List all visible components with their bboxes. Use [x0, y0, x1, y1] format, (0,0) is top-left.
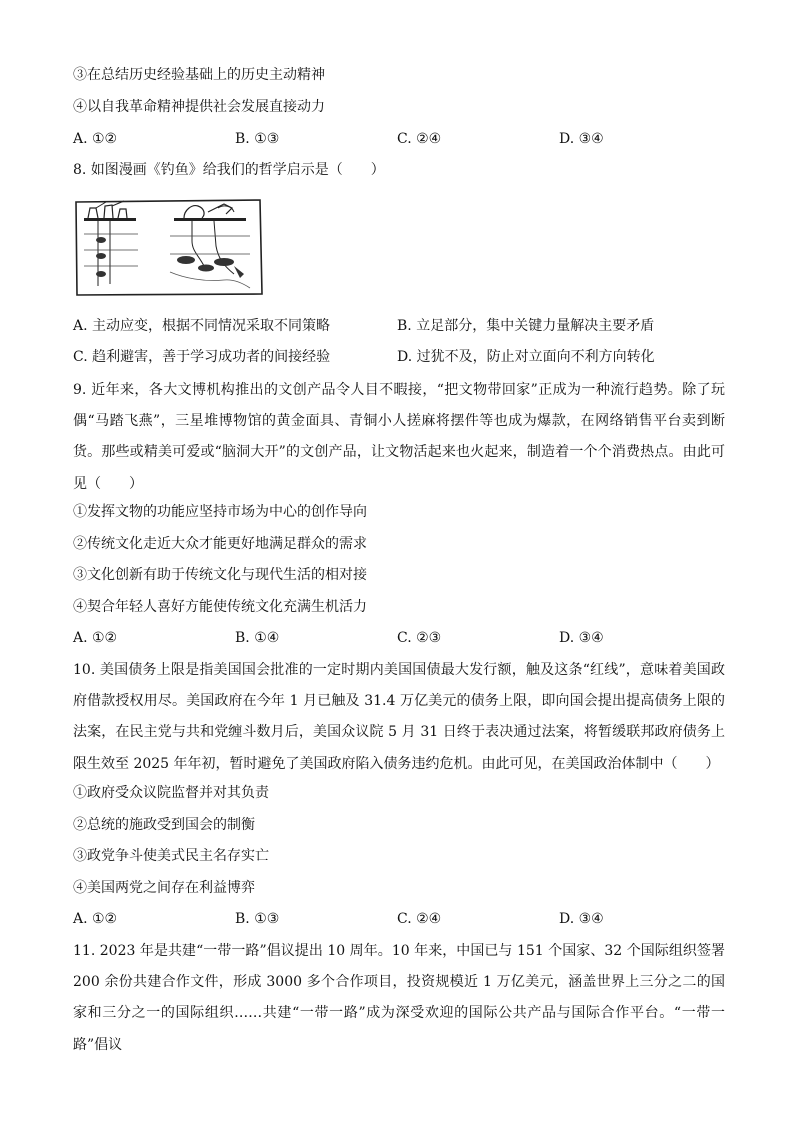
q10-item-1: ①政府受众议院监督并对其负责: [73, 785, 269, 801]
q8-option-b[interactable]: B. 立足部分，集中关键力量解决主要矛盾: [397, 318, 655, 334]
q9-item-1: ①发挥文物的功能应坚持市场为中心的创作导向: [73, 504, 367, 520]
q10-option-d[interactable]: D. ③④: [559, 911, 604, 927]
q7-item-3: ③在总结历史经验基础上的历史主动精神: [73, 67, 325, 83]
q8-option-d[interactable]: D. 过犹不及，防止对立面向不利方向转化: [397, 349, 655, 365]
q9-item-3: ③文化创新有助于传统文化与现代生活的相对接: [73, 567, 367, 583]
q9-options: [73, 628, 733, 648]
q7-option-d[interactable]: D. ③④: [559, 131, 604, 147]
q10-item-4: ④美国两党之间存在利益博弈: [73, 880, 255, 896]
q10-option-c[interactable]: C. ②④: [397, 911, 442, 927]
q9-option-b[interactable]: B. ①④: [235, 630, 280, 646]
q10-option-a[interactable]: A. ①②: [73, 911, 118, 927]
q9-stem: 9. 近年来，各大文博机构推出的文创产品令人目不暇接，“把文物带回家”正成为一种流行趋势。除了玩偶“马踏飞燕”，三星堆博物馆的黄金面具、青铜小人搓麻将摆件等也成为爆款，在网络销售平台卖到断货。那些或精美可爱或“脑洞大开”的文创产品，让文物活起来也火起来，制造着一个个消费热点。由此可见（ ）: [73, 382, 725, 492]
q10-item-3: ③政党争斗使美式民主名存实亡: [73, 848, 269, 864]
q7-option-a[interactable]: A. ①②: [73, 131, 118, 147]
q10-item-2: ②总统的施政受到国会的制衡: [73, 817, 255, 833]
q7-options: [73, 129, 733, 149]
q9-item-2: ②传统文化走近大众才能更好地满足群众的需求: [73, 536, 367, 552]
q9-option-d[interactable]: D. ③④: [559, 630, 604, 646]
q10-option-b[interactable]: B. ①③: [235, 911, 280, 927]
q8-option-c[interactable]: C. 趋利避害，善于学习成功者的间接经验: [73, 349, 331, 365]
q9-item-4: ④契合年轻人喜好方能使传统文化充满生机活力: [73, 599, 367, 615]
q10-stem: 10. 美国债务上限是指美国国会批准的一定时期内美国国债最大发行额，触及这条“红线”，意味着美国政府借款授权用尽。美国政府在今年 1 月已触及 31.4 万亿美元的债务上限，即向国会提出提高债务上限的法案，在民主党与共和党缠斗数月后，美国众议院 5 月 31 日终于表决通过法案，将暂缓联邦政府债务上限生效至 2025 年年初，暂时避免了美国政府陷入债务违约危机。由此可见，在美国政治体制中（ ）: [73, 662, 725, 772]
q8-options-row-2: [73, 347, 733, 367]
q7-option-b[interactable]: B. ①③: [235, 131, 280, 147]
q10-options: [73, 909, 733, 929]
q7-item-4: ④以自我革命精神提供社会发展直接动力: [73, 99, 325, 115]
q8-option-a[interactable]: A. 主动应变，根据不同情况采取不同策略: [73, 318, 331, 334]
q9-option-a[interactable]: A. ①②: [73, 630, 118, 646]
q11-stem: 11. 2023 年是共建“一带一路”倡议提出 10 周年。10 年来，中国已与 151 个国家、32 个国际组织签署 200 余份共建合作文件，形成 3000 多个合作项目，投资规模近 1 万亿美元，涵盖世界上三分之二的国家和三分之一的国际组织……共建“一带一路”成为深受欢迎的国际公共产品与国际合作平台。“一带一路”倡议: [73, 943, 725, 1053]
q7-option-c[interactable]: C. ②④: [397, 131, 442, 147]
q8-stem: 8. 如图漫画《钓鱼》给我们的哲学启示是（ ）: [73, 162, 385, 178]
q9-option-c[interactable]: C. ②③: [397, 630, 442, 646]
q8-options-row-1: [73, 316, 733, 336]
fishing-cartoon-image: [74, 196, 264, 298]
